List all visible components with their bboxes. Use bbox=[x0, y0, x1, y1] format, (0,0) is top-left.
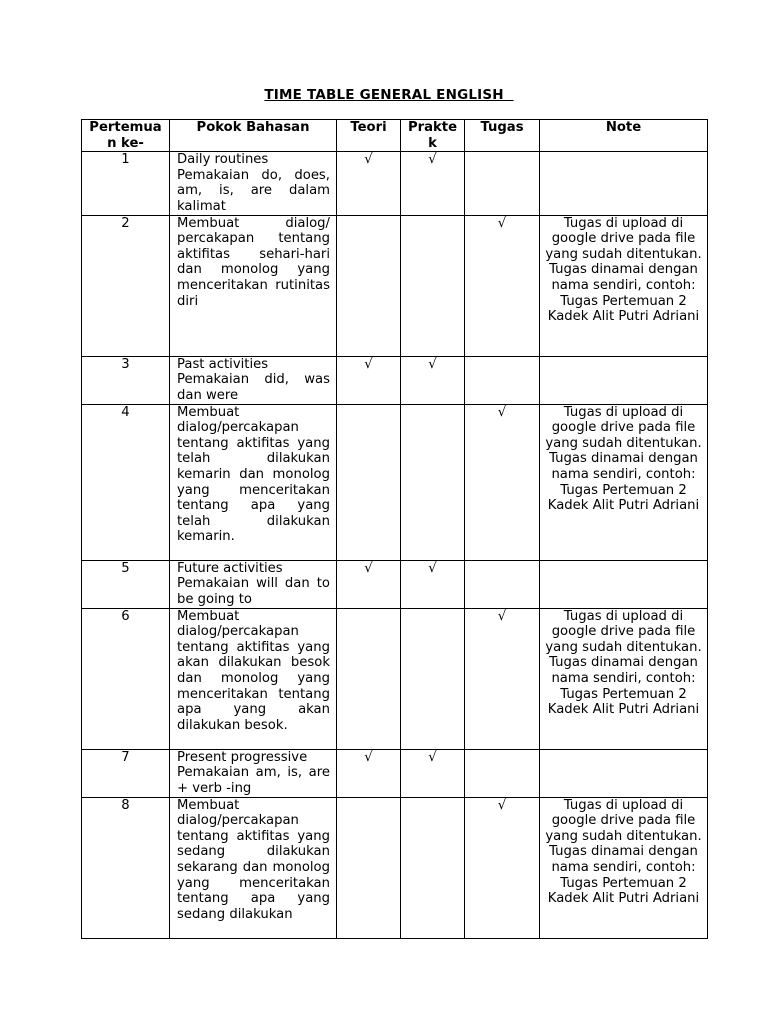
assignment-check: √ bbox=[465, 215, 540, 356]
practice-check bbox=[401, 215, 465, 356]
practice-check bbox=[401, 404, 465, 560]
topic-line: Pemakaian do, does, am, is, are dalam kalimat bbox=[177, 167, 330, 214]
document-title: TIME TABLE GENERAL ENGLISH bbox=[264, 87, 514, 103]
meeting-number: 7 bbox=[82, 749, 170, 797]
header-theory: Teori bbox=[337, 120, 401, 152]
theory-check bbox=[337, 608, 401, 749]
topic-line: Pemakaian will dan to be going to bbox=[177, 576, 330, 607]
practice-check bbox=[401, 608, 465, 749]
note-cell bbox=[540, 560, 708, 608]
header-meeting: Pertemuan ke- bbox=[82, 120, 170, 152]
timetable-body bbox=[82, 152, 708, 938]
topic-cell bbox=[170, 560, 337, 608]
practice-check: √ bbox=[401, 152, 465, 215]
header-practice: Praktek bbox=[401, 120, 465, 152]
timetable bbox=[81, 119, 708, 939]
assignment-check bbox=[465, 356, 540, 404]
meeting-number: 3 bbox=[82, 356, 170, 404]
note-cell bbox=[540, 356, 708, 404]
practice-check: √ bbox=[401, 749, 465, 797]
assignment-check bbox=[465, 749, 540, 797]
assignment-check: √ bbox=[465, 797, 540, 938]
topic-line: Membuat dialog/ percakapan tentang aktifitas sehari-hari dan monolog yang menceritakan rutinitas diri bbox=[177, 215, 330, 309]
topic-line: Daily routines bbox=[177, 152, 269, 168]
meeting-number: 4 bbox=[82, 404, 170, 560]
topic-line: Present progressive bbox=[177, 749, 308, 765]
note-cell bbox=[540, 152, 708, 215]
note-cell bbox=[540, 749, 708, 797]
header-assignment: Tugas bbox=[465, 120, 540, 152]
note-text: Tugas di upload di google drive pada file yang sudah ditentukan. Tugas dinamai dengan nama sendiri, contoh: Tugas Pertemuan 2 Kadek Alit Putri Adriani bbox=[545, 608, 702, 718]
topic-cell bbox=[170, 356, 337, 404]
note-cell bbox=[540, 215, 708, 356]
topic-cell bbox=[170, 215, 337, 356]
note-cell bbox=[540, 797, 708, 938]
note-text: Tugas di upload di google drive pada file yang sudah ditentukan. Tugas dinamai dengan nama sendiri, contoh: Tugas Pertemuan 2 Kadek Alit Putri Adriani bbox=[545, 404, 702, 514]
topic-line: Pemakaian am, is, are + verb -ing bbox=[177, 765, 330, 796]
header-topic: Pokok Bahasan bbox=[170, 120, 337, 152]
practice-check: √ bbox=[401, 560, 465, 608]
assignment-check: √ bbox=[465, 404, 540, 560]
theory-check: √ bbox=[337, 152, 401, 215]
topic-cell bbox=[170, 608, 337, 749]
table-row bbox=[82, 152, 708, 215]
table-row bbox=[82, 749, 708, 797]
table-row bbox=[82, 404, 708, 560]
assignment-check: √ bbox=[465, 608, 540, 749]
note-cell bbox=[540, 608, 708, 749]
meeting-number: 1 bbox=[82, 152, 170, 215]
table-row bbox=[82, 608, 708, 749]
practice-check bbox=[401, 797, 465, 938]
meeting-number: 5 bbox=[82, 560, 170, 608]
meeting-number: 6 bbox=[82, 608, 170, 749]
header-row bbox=[82, 120, 708, 152]
topic-line: Membuat dialog/percakapan tentang aktifitas yang telah dilakukan kemarin dan monolog yang menceritakan tentang apa yang telah dilakukan kemarin. bbox=[177, 404, 330, 545]
topic-cell bbox=[170, 404, 337, 560]
topic-cell bbox=[170, 152, 337, 215]
topic-line: Past activities bbox=[177, 356, 269, 372]
theory-check bbox=[337, 215, 401, 356]
table-row bbox=[82, 797, 708, 938]
note-cell bbox=[540, 404, 708, 560]
note-text: Tugas di upload di google drive pada file yang sudah ditentukan. Tugas dinamai dengan nama sendiri, contoh: Tugas Pertemuan 2 Kadek Alit Putri Adriani bbox=[545, 215, 702, 325]
practice-check: √ bbox=[401, 356, 465, 404]
topic-line: Membuat dialog/percakapan tentang aktifitas yang sedang dilakukan sekarang dan monolog yang menceritakan tentang apa yang sedang dilakukan bbox=[177, 797, 330, 922]
theory-check: √ bbox=[337, 356, 401, 404]
assignment-check bbox=[465, 152, 540, 215]
header-note: Note bbox=[540, 120, 708, 152]
table-row bbox=[82, 560, 708, 608]
topic-line: Pemakaian did, was dan were bbox=[177, 372, 330, 403]
theory-check: √ bbox=[337, 749, 401, 797]
table-row bbox=[82, 215, 708, 356]
theory-check bbox=[337, 797, 401, 938]
topic-line: Membuat dialog/percakapan tentang aktifitas yang akan dilakukan besok dan monolog yang menceritakan tentang apa yang akan dilakukan besok. bbox=[177, 608, 330, 733]
topic-cell bbox=[170, 749, 337, 797]
assignment-check bbox=[465, 560, 540, 608]
theory-check bbox=[337, 404, 401, 560]
note-text: Tugas di upload di google drive pada file yang sudah ditentukan. Tugas dinamai dengan nama sendiri, contoh: Tugas Pertemuan 2 Kadek Alit Putri Adriani bbox=[545, 797, 702, 907]
theory-check: √ bbox=[337, 560, 401, 608]
meeting-number: 8 bbox=[82, 797, 170, 938]
meeting-number: 2 bbox=[82, 215, 170, 356]
table-row bbox=[82, 356, 708, 404]
topic-line: Future activities bbox=[177, 560, 283, 576]
topic-cell bbox=[170, 797, 337, 938]
